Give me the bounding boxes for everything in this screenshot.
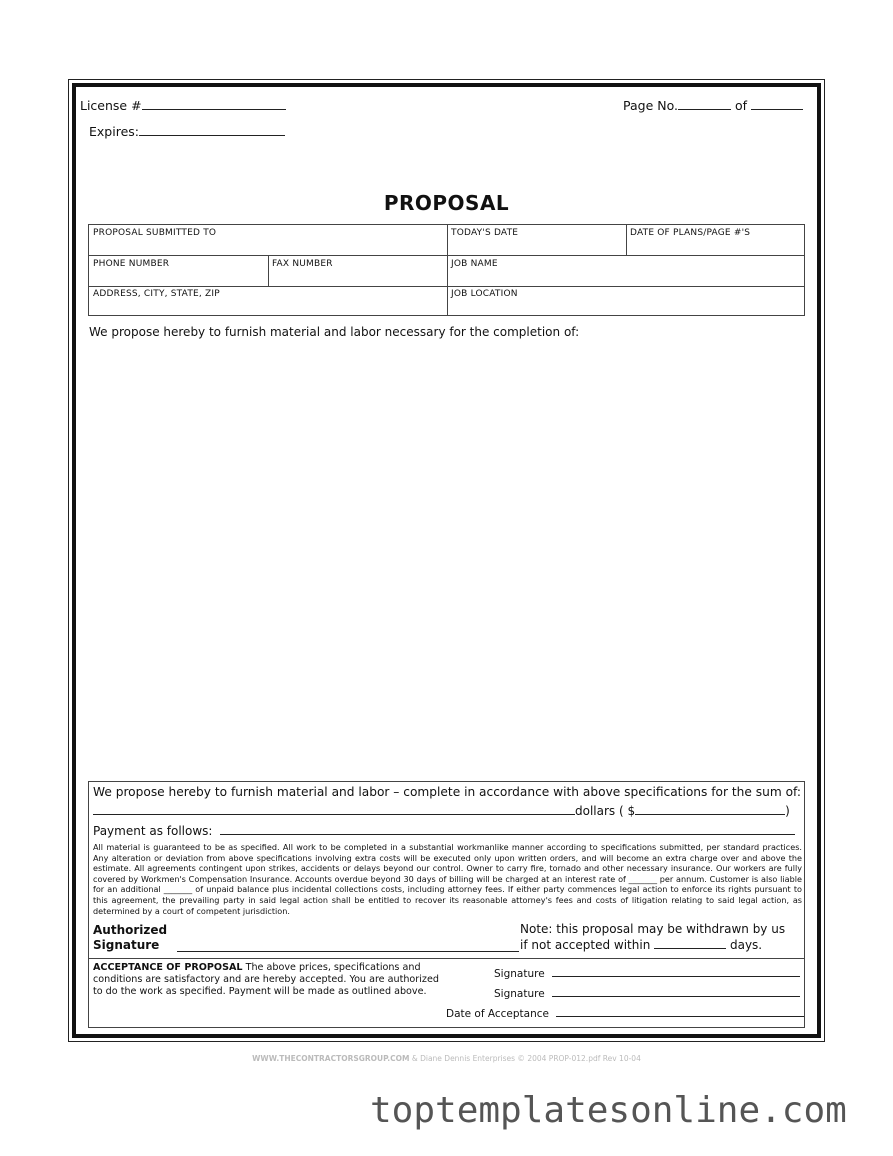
page-no-field[interactable] (678, 109, 731, 110)
info-grid (88, 224, 805, 316)
acceptance-heading: ACCEPTANCE OF PROPOSAL (93, 962, 243, 973)
fax-number-cell[interactable]: FAX NUMBER (272, 259, 333, 269)
footer (0, 1054, 893, 1063)
acceptance-text (93, 962, 439, 998)
dollars-label: dollars ( $ (575, 804, 636, 818)
signature-row-1 (494, 968, 800, 980)
footer-site: WWW.THECONTRACTORSGROUP.COM (252, 1054, 410, 1063)
note-line-1: Note: this proposal may be withdrawn by us (520, 922, 786, 936)
signature-label-2: Signature (494, 988, 545, 1000)
page-title: PROPOSAL (383, 191, 510, 215)
acceptance-divider (89, 958, 804, 959)
withdraw-note (520, 921, 785, 953)
note-line-2-text: if not accepted within (520, 938, 651, 952)
date-of-acceptance-label: Date of Acceptance (446, 1008, 550, 1020)
terms-box (88, 781, 805, 1028)
authorized-word: Authorized (93, 923, 168, 937)
days-label: days. (729, 938, 763, 952)
days-field[interactable] (654, 948, 726, 949)
authorized-signature-label (93, 923, 167, 953)
license-row (80, 98, 286, 113)
payment-label: Payment as follows: (93, 824, 213, 838)
amount-field[interactable] (635, 814, 785, 815)
signature-field-1[interactable] (552, 976, 800, 977)
date-of-acceptance-row (446, 1008, 804, 1020)
of-label: of (734, 98, 748, 113)
note-line-2 (520, 937, 785, 953)
sum-text: We propose hereby to furnish material and labor – complete in accordance with above specifications for the sum of: (93, 785, 801, 799)
authorized-signature-field[interactable] (177, 936, 519, 952)
footer-rest: & Diane Dennis Enterprises © 2004 PROP-012.pdf Rev 10-04 (409, 1054, 641, 1063)
page-no-label: Page No. (623, 98, 678, 113)
amount-words-field[interactable] (93, 814, 575, 815)
page-total-field[interactable] (751, 109, 803, 110)
work-description-area[interactable] (89, 345, 805, 775)
address-cell[interactable]: ADDRESS, CITY, STATE, ZIP (93, 289, 220, 299)
phone-number-cell[interactable]: PHONE NUMBER (93, 259, 170, 269)
close-paren: ) (785, 804, 790, 818)
expires-field[interactable] (139, 135, 285, 136)
date-of-acceptance-field[interactable] (556, 1016, 804, 1017)
license-field[interactable] (142, 109, 286, 110)
expires-row (89, 124, 285, 139)
acceptance-line-3: to do the work as specified. Payment will be made as outlined above. (93, 986, 427, 997)
work-intro: We propose hereby to furnish material and labor necessary for the completion of: (89, 325, 580, 339)
signature-label-1: Signature (494, 968, 545, 980)
acceptance-line-2: conditions are satisfactory and are hereby accepted. You are authorized (93, 974, 439, 985)
todays-date-cell[interactable]: TODAY'S DATE (451, 228, 519, 238)
signature-word: Signature (93, 938, 160, 952)
terms-text: All material is guaranteed to be as specified. All work to be completed in a substantial workmanlike manner according to specifications submitted, per standard practices. Any alteration or deviation from above specifications involving extra costs will be executed only upon written orders, and will become an extra charge over and above the estimate. All agreements contingent upon strikes, accidents or delays beyond our control. Owner to carry fire, tornado and other necessary insurance. Our workers are fully covered by Workmen's Compensation Insurance. Accounts overdue beyond 30 days of billing will be charged at an interest rate of _______ per annum. Customer is also liable for an additional _______ of unpaid balance plus incidental collections costs, including attorney fees. If either party commences legal action to enforce its rights pursuant to this agreement, the prevailing party in said legal action shall be entitled to recover its reasonable attorney's fees and costs of litigation relating to said legal action, as determined by a court of competent jurisdiction. (93, 842, 802, 916)
job-location-cell[interactable]: JOB LOCATION (451, 289, 518, 299)
job-name-cell[interactable]: JOB NAME (451, 259, 498, 269)
signature-field-2[interactable] (552, 996, 800, 997)
submitted-to-cell[interactable]: PROPOSAL SUBMITTED TO (93, 228, 217, 238)
acceptance-line-1: The above prices, specifications and (242, 962, 421, 973)
page-no-row (623, 98, 803, 113)
payment-row (93, 824, 795, 838)
payment-field[interactable] (220, 834, 795, 835)
date-of-plans-cell[interactable]: DATE OF PLANS/PAGE #'S (630, 228, 751, 238)
signature-row-2 (494, 988, 800, 1000)
watermark: toptemplatesonline.com (370, 1090, 847, 1131)
dollars-row (93, 804, 790, 818)
expires-label: Expires: (89, 124, 139, 139)
license-label: License # (80, 98, 142, 113)
